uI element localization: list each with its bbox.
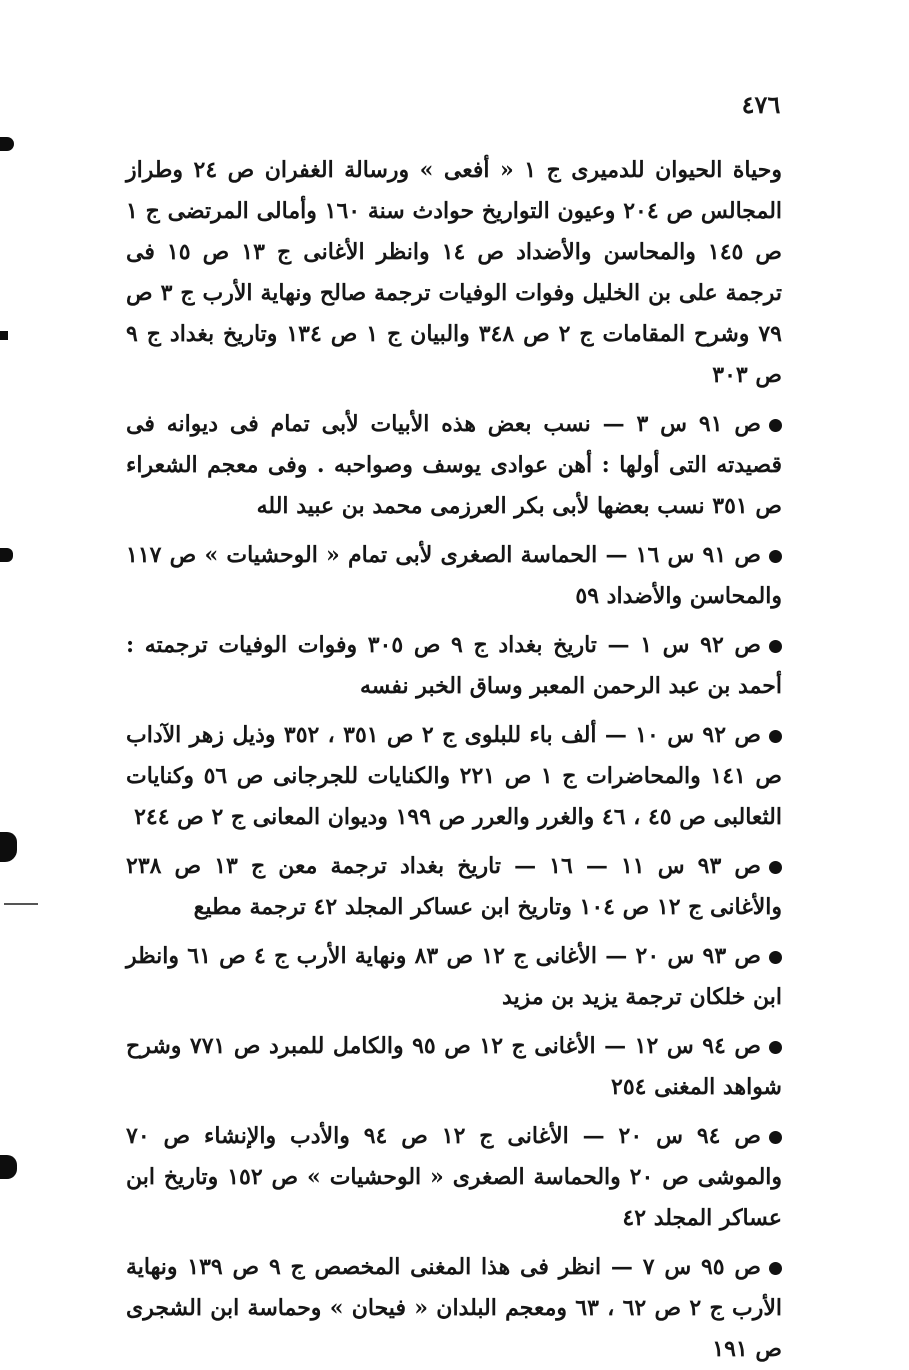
bullet-icon (769, 861, 782, 874)
scan-edge-mark (0, 137, 14, 151)
reference-entry (126, 846, 782, 928)
bullet-icon (769, 730, 782, 743)
intro-paragraph: وحياة الحيوان للدميرى ج ١ « أفعى » ورسالة الغفران ص ٢٤ وطراز المجالس ص ٢٠٤ وعيون التواريخ حوادث سنة ١٦٠ وأمالى المرتضى ج ١ ص ١٤٥ والمحاسن والأضداد ص ١٤ وانظر الأغانى ج ١٣ ص ١٥ فى ترجمة على بن الخليل وفوات الوفيات ترجمة صالح ونهاية الأرب ج ٣ ص ٧٩ وشرح المقامات ج ٢ ص ٣٤٨ والبيان ج ١ ص ١٣٤ وتاريخ بغداد ج ٩ ص ٣٠٣ (126, 157, 783, 388)
bullet-icon (769, 1041, 782, 1054)
reference-entry (126, 715, 782, 838)
bullet-icon (769, 640, 782, 653)
reference-entry (126, 1116, 782, 1239)
reference-entry-text: ص ٩٤ س ١٢ — الأغانى ج ١٢ ص ٩٥ والكامل للمبرد ص ٧٧١ وشرح شواهد المغنى ٢٥٤ (126, 1033, 782, 1100)
reference-entry-text: ص ٩٢ س ١٠ — ألف باء للبلوى ج ٢ ص ٣٥١ ، ٣٥٢ وذيل زهر الآداب ص ١٤١ والمحاضرات ج ١ ص ٢٢١ والكنايات للجرجانى ص ٥٦ وكنايات الثعالبى ص ٤٥ ، ٤٦ والغرر والعرر ص ١٩٩ وديوان المعانى ج ٢ ص ٢٤٤ (126, 722, 783, 830)
reference-entry (126, 404, 782, 527)
reference-entry-text: ص ٩٥ س ٧ — انظر فى هذا المغنى المخصص ج ٩ ص ١٣٩ ونهاية الأرب ج ٢ ص ٦٢ ، ٦٣ ومعجم البلدان « فيحان » وحماسة ابن الشجرى ص ١٩١ (126, 1254, 783, 1362)
reference-entry-text: ص ٩١ س ٣ — نسب بعض هذه الأبيات لأبى تمام فى ديوانه فى قصيدته التى أولها : أهن عوادى يوسف وصواحبه . وفى معجم الشعراء ص ٣٥١ نسب بعضها لأبى بكر العرزمى محمد بن عبيد الله (126, 411, 782, 519)
scan-edge-mark (4, 903, 38, 905)
bullet-icon (769, 1262, 782, 1275)
reference-entry (126, 936, 782, 1018)
scan-edge-mark (0, 548, 13, 562)
bullet-icon (769, 419, 782, 432)
reference-entry (126, 535, 782, 617)
reference-entry-text: ص ٩٤ س ٢٠ — الأغانى ج ١٢ ص ٩٤ والأدب والإنشاء ص ٧٠ والموشى ص ٢٠ والحماسة الصغرى « الوحشيات » ص ١٥٢ وتاريخ ابن عساكر المجلد ٤٢ (126, 1123, 783, 1231)
reference-entry-text: ص ٩٢ س ١ — تاريخ بغداد ج ٩ ص ٣٠٥ وفوات الوفيات ترجمته : أحمد بن عبد الرحمن المعبر وساق الخبر نفسه (126, 632, 782, 699)
bullet-icon (769, 951, 782, 964)
reference-entry (126, 1247, 782, 1370)
page-number: ٤٧٦ (741, 90, 781, 119)
reference-entry (126, 625, 782, 707)
reference-entry (126, 1026, 782, 1108)
scan-edge-mark (0, 1155, 17, 1179)
reference-entry-text: ص ٩٣ س ١١ — ١٦ — تاريخ بغداد ترجمة معن ج ١٣ ص ٢٣٨ والأغانى ج ١٢ ص ١٠٤ وتاريخ ابن عساكر المجلد ٤٢ ترجمة مطيع (126, 853, 782, 920)
bullet-icon (769, 1131, 782, 1144)
footnotes-body (126, 150, 782, 1370)
bullet-icon (769, 550, 782, 563)
reference-entry-text: ص ٩١ س ١٦ — الحماسة الصغرى لأبى تمام « الوحشيات » ص ١١٧ والمحاسن والأضداد ٥٩ (126, 542, 782, 609)
scan-edge-mark (0, 331, 8, 340)
scan-edge-mark (0, 832, 17, 862)
reference-entry-text: ص ٩٣ س ٢٠ — الأغانى ج ١٢ ص ٨٣ ونهاية الأرب ج ٤ ص ٦١ وانظر ابن خلكان ترجمة يزيد بن مزيد (126, 943, 782, 1010)
